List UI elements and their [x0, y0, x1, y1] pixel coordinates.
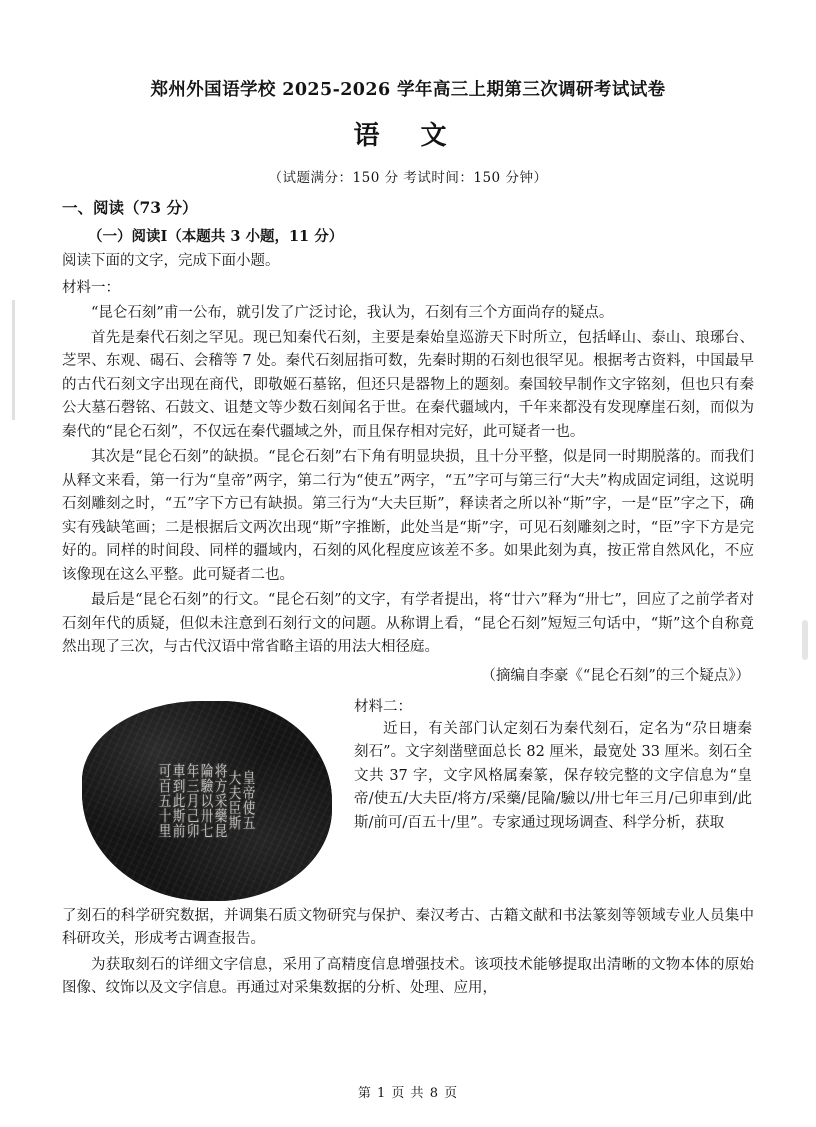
- rubbing-glyph: 年: [186, 762, 200, 780]
- rubbing-glyph: 己: [186, 807, 200, 825]
- material-two-paragraph-last: 为获取刻石的详细文字信息，采用了高精度信息增强技术。该项技术能够提取出清晰的文物本体的原始图像、纹饰以及文字信息。再通过对采集数据的分析、处理、应用，: [62, 956, 754, 997]
- material-two-block: [62, 695, 754, 901]
- rubbing-glyph: 昆: [214, 822, 228, 840]
- rubbing-glyph: 使: [242, 799, 256, 818]
- material-one-label: 材料一：: [62, 279, 120, 296]
- rubbing-glyph: 里: [158, 822, 172, 840]
- rubbing-glyph: 十: [158, 807, 172, 825]
- rubbing-glyph: 斯: [228, 814, 242, 833]
- rubbing-glyph: 可: [158, 762, 172, 780]
- rubbing-glyph: 驗: [200, 777, 214, 795]
- material-two-paragraph-tail: 了刻石的科学研究数据，并调集石质文物研究与保护、秦汉考古、古籍文献和书法篆刻等领域专业人员集中科研攻关，形成考古调查报告。: [62, 907, 754, 948]
- section-heading: 一、阅读（73 分）: [62, 198, 198, 217]
- rubbing-glyph: 到: [172, 777, 186, 795]
- rubbing-glyph: 将: [214, 762, 228, 780]
- page-title: 郑州外国语学校 2025-2026 学年高三上期第三次调研考试试卷: [150, 80, 666, 100]
- rubbing-glyph: 帝: [242, 784, 256, 803]
- right-edge-smudge: [802, 620, 808, 660]
- rubbing-glyph: 以: [200, 792, 214, 810]
- rubbing-glyph: 夫: [228, 784, 242, 803]
- subsection-heading: （一）阅读Ⅰ（本题共 3 小题，11 分）: [88, 228, 344, 245]
- rubbing-glyph: 前: [172, 822, 186, 840]
- rubbing-glyph: 采: [214, 792, 228, 810]
- material-one-paragraph: 首先是秦代石刻之罕见。现已知秦代石刻，主要是秦始皇巡游天下时所立，包括峄山、泰山、琅琊台、芝罘、东观、碣石、会稽等 7 处。秦代石刻屈指可数，先秦时期的石刻也很罕见。根据考古资料，中国最早的古代石刻文字出现在商代，即敬姬石墓铭，但还只是器物上的题刻。秦国较早制作文字铭刻，但也只有秦公大墓石磬铭、石鼓文、诅楚文等少数石刻闻名于世。在秦代疆域内，千年来都没有发现摩崖石刻，而似为秦代的“昆仑石刻”，不仅远在秦代疆域之外，而且保存相对完好，此可疑者一也。: [62, 329, 754, 440]
- rubbing-glyph: 卯: [186, 822, 200, 840]
- exam-meta: （试题满分：150 分 考试时间：150 分钟）: [268, 170, 548, 186]
- rubbing-column: [228, 769, 242, 833]
- material-one-source: （摘编自李豪《“昆仑石刻”的三个疑点》）: [481, 667, 750, 684]
- instruction-text: 阅读下面的文字，完成下面小题。: [62, 253, 280, 269]
- rubbing-column: [158, 762, 172, 840]
- rubbing-glyph: 陯: [200, 762, 214, 780]
- rubbing-glyph: 五: [242, 814, 256, 833]
- rubbing-glyph: 三: [186, 777, 200, 795]
- rubbing-glyphs: [82, 701, 332, 901]
- rubbing-column: [214, 762, 228, 840]
- subject-title: 语 文: [353, 121, 463, 151]
- material-one-paragraph: “昆仑石刻”甫一公布，就引发了广泛讨论，我认为，石刻有三个方面尚存的疑点。: [91, 304, 614, 321]
- material-two-label: 材料二：: [354, 698, 412, 715]
- rubbing-glyph: 藥: [214, 807, 228, 825]
- rubbing-glyph: 臣: [228, 799, 242, 818]
- rubbing-glyph: 百: [158, 777, 172, 795]
- left-edge-smudge: [12, 300, 15, 420]
- stone-rubbing-image: [82, 701, 332, 901]
- rubbing-glyph: 七: [200, 822, 214, 840]
- rubbing-glyph: 方: [214, 777, 228, 795]
- rubbing-column: [200, 762, 214, 840]
- rubbing-glyph: 五: [158, 792, 172, 810]
- rubbing-glyph: 此: [172, 792, 186, 810]
- rubbing-column: [186, 762, 200, 840]
- rubbing-glyph: 車: [172, 762, 186, 780]
- rubbing-glyph: 大: [228, 769, 242, 788]
- material-one-paragraph: 其次是“昆仑石刻”的缺损。“昆仑石刻”右下角有明显块损，且十分平整，似是同一时期脱落的。而我们从释文来看，第一行为“皇帝”两字，第二行为“使五”两字，“五”字可与第三行“大夫”构成固定词组，这说明石刻雕刻之时，“五”字下方已有缺损。第三行为“大夫巨斯”，释读者之所以补“斯”字，一是“臣”字之下，确实有残缺笔画；二是根据后文两次出现“斯”字推断，此处当是“斯”字，可见石刻雕刻之时，“臣”字下方是完好的。同样的时间段、同样的疆域内，石刻的风化程度应该差不多。如果此刻为真，按正常自然风化，不应该像现在这么平整。此可疑者二也。: [62, 449, 754, 583]
- rubbing-glyph: 月: [186, 792, 200, 810]
- rubbing-glyph: 皇: [242, 769, 256, 788]
- page-footer: 第 1 页 共 8 页: [357, 1086, 459, 1101]
- rubbing-glyph: 卅: [200, 807, 214, 825]
- rubbing-glyph: 斯: [172, 807, 186, 825]
- material-one-paragraph: 最后是“昆仑石刻”的行文。“昆仑石刻”的文字，有学者提出，将“廿六”释为“卅七”，回应了之前学者对石刻年代的质疑，但似未注意到石刻行文的问题。从称谓上看，“昆仑石刻”短短三句话中，“斯”这个自称竟然出现了三次，与古代汉语中常省略主语的用法大相径庭。: [62, 592, 754, 656]
- material-two-paragraph: 近日，有关部门认定刻石为秦代刻石，定名为“尕日塘秦刻石”。文字刻凿壁面总长 82 厘米，最宽处 33 厘米。刻石全文共 37 字，文字风格属秦篆，保存较完整的文字信息为“皇帝/使五/大夫臣/将方/采藥/昆陯/驗以/卅七年三月/己卯車到/此斯/前可/百五十/里”。专家通过现场调查、科学分析，获取: [354, 720, 752, 831]
- rubbing-column: [172, 762, 186, 840]
- rubbing-column: [242, 769, 256, 833]
- material-two-text-column: [332, 695, 754, 835]
